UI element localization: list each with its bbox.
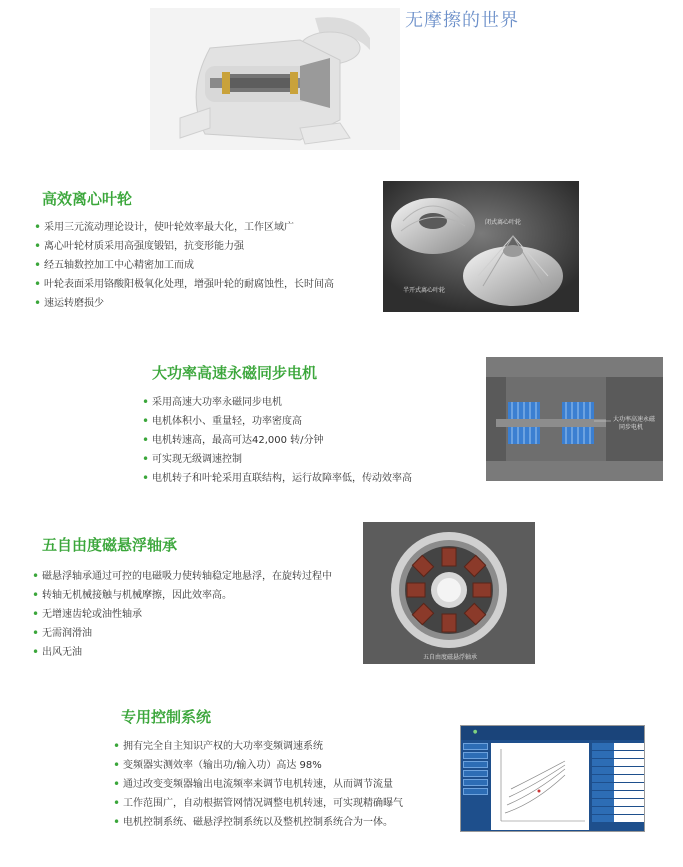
screen-menu-item [463,761,488,768]
motor-photo [486,357,663,481]
control-screen-image [460,725,645,832]
motor-bullet-list [142,393,452,488]
motor-label-line1: 大功率高速永磁 [613,416,656,423]
motor-label-line2: 同步电机 [619,424,644,431]
param-row [592,743,644,750]
list-item: • 电机控制系统、磁悬浮控制系统以及整机控制系统合为一体。 [113,813,453,832]
list-item: • 采用三元流动理论设计，使叶轮效率最大化，工作区域广 [34,218,374,237]
impeller-label-closed: 闭式离心叶轮 [485,219,522,226]
screen-parameter-panel [592,743,644,823]
screen-side-menu [463,743,488,797]
list-item: • 电机转速高，最高可达42,000 转/分钟 [142,431,452,450]
screen-menu-item [463,788,488,795]
impeller-label-semi-open: 半开式离心叶轮 [403,287,446,294]
screen-logo-icon: ● [473,729,478,735]
list-item list-item-continuation: • 转轴无机械接触与机械摩擦，因此效率高。 [32,586,362,605]
section-title-control: 专用控制系统 [121,708,212,726]
param-row [592,759,644,766]
screen-performance-chart [491,743,589,830]
param-row [592,815,644,822]
param-row [592,767,644,774]
watermark-text: 无摩擦的世界 [405,10,519,31]
list-item: • 无需润滑油 [32,624,362,643]
param-row [592,751,644,758]
control-bullet-list [113,737,453,832]
param-row [592,799,644,806]
impeller-bullet-list [34,218,374,313]
list-item: • 经五轴数控加工中心精密加工而成 [34,256,374,275]
section-title-motor: 大功率高速永磁同步电机 [152,364,318,382]
bearing-photo [363,522,535,664]
list-item: • 出风无油 [32,643,362,662]
list-item: • 变频器实测效率（输出功/输入功）高达 98% [113,756,453,775]
list-item: • 可实现无级调速控制 [142,450,452,469]
param-row [592,775,644,782]
list-item list-item-continuation: • 速运转磨损少 [34,294,374,313]
screen-header [461,726,644,740]
list-item: • 电机转子和叶轮采用直联结构，运行故障率低，传动效率高 [142,469,452,488]
list-item: • 磁悬浮轴承通过可控的电磁吸力使转轴稳定地悬浮，在旋转过程中 [32,567,362,586]
section-title-bearing: 五自由度磁悬浮轴承 [42,536,178,554]
list-item: • 无增速齿轮或油性轴承 [32,605,362,624]
param-row [592,783,644,790]
list-item: • 采用高速大功率永磁同步电机 [142,393,452,412]
list-item: • 电机体积小、重量轻，功率密度高 [142,412,452,431]
param-row [592,807,644,814]
screen-menu-item [463,779,488,786]
impeller-photo [383,181,579,312]
section-title-impeller: 高效离心叶轮 [42,190,133,208]
blower-cutaway-image [150,8,400,150]
param-row [592,791,644,798]
screen-menu-item [463,743,488,750]
screen-menu-item [463,752,488,759]
screen-menu-item [463,770,488,777]
bearing-label: 五自由度磁悬浮轴承 [423,654,478,661]
list-item: • 工作范围广，自动根据管网情况调整电机转速，可实现精确曝气 [113,794,453,813]
bearing-bullet-list [32,567,362,662]
list-item: • 叶轮表面采用铬酸阳极氧化处理，增强叶轮的耐腐蚀性，长时间高 [34,275,374,294]
list-item: • 拥有完全自主知识产权的大功率变频调速系统 [113,737,453,756]
list-item: • 通过改变变频器输出电流频率来调节电机转速，从而调节流量 [113,775,453,794]
list-item: • 离心叶轮材质采用高强度锻铝，抗变形能力强 [34,237,374,256]
